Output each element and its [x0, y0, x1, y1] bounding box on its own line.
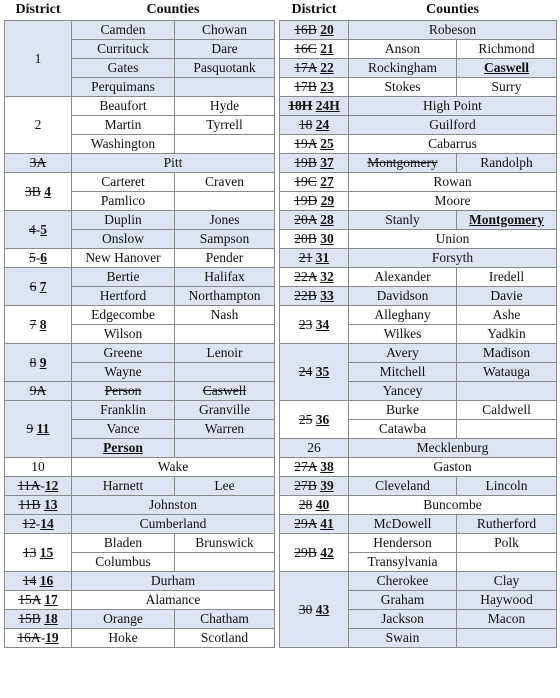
county-cell: Rockingham: [349, 59, 457, 78]
district-cell: 16C 21: [280, 40, 349, 59]
table-row: [280, 21, 557, 40]
table-row: [280, 154, 557, 173]
district-cell: 27A 38: [280, 458, 349, 477]
table-row: [5, 382, 275, 401]
county-cell: Wake: [72, 458, 275, 477]
county-cell: [175, 363, 275, 382]
county-cell: Pamlico: [72, 192, 175, 211]
district-cell: 15B 18: [5, 610, 72, 629]
table-row: [5, 344, 275, 363]
county-cell: Caldwell: [457, 401, 557, 420]
district-table-left: [4, 0, 275, 648]
district-cell: 26: [280, 439, 349, 458]
county-cell: Vance: [72, 420, 175, 439]
table-row: [5, 572, 275, 591]
county-cell: Chowan: [175, 21, 275, 40]
county-cell: Carteret: [72, 173, 175, 192]
table-row: [5, 477, 275, 496]
county-cell: Wayne: [72, 363, 175, 382]
table-row: [280, 116, 557, 135]
county-cell: Durham: [72, 572, 275, 591]
county-cell: Buncombe: [349, 496, 557, 515]
county-cell: Hyde: [175, 97, 275, 116]
county-cell: Bertie: [72, 268, 175, 287]
district-cell: 3B 4: [5, 173, 72, 211]
district-cell: 29B 42: [280, 534, 349, 572]
table-row: [5, 97, 275, 116]
county-cell: Gaston: [349, 458, 557, 477]
table-row: [5, 306, 275, 325]
district-header: District: [15, 2, 61, 17]
district-cell: 8 9: [5, 344, 72, 382]
county-cell: Yadkin: [457, 325, 557, 344]
table-row: [280, 439, 557, 458]
table-row: [280, 458, 557, 477]
district-cell: 17B 23: [280, 78, 349, 97]
table-row: [280, 306, 557, 325]
table-row: [5, 173, 275, 192]
table-row: [280, 344, 557, 363]
table-row: [280, 477, 557, 496]
county-cell: Beaufort: [72, 97, 175, 116]
county-cell: Washington: [72, 135, 175, 154]
county-cell: [457, 420, 557, 439]
county-cell: Jackson: [349, 610, 457, 629]
county-cell: [175, 135, 275, 154]
table-row: [5, 211, 275, 230]
county-cell: [457, 382, 557, 401]
table-row: [5, 534, 275, 553]
county-cell: Craven: [175, 173, 275, 192]
district-cell: 4-5: [5, 211, 72, 249]
county-cell: Guilford: [349, 116, 557, 135]
county-cell: Camden: [72, 21, 175, 40]
district-cell: 3A: [5, 154, 72, 173]
county-cell: [457, 553, 557, 572]
county-cell: McDowell: [349, 515, 457, 534]
district-cell: 18 24: [280, 116, 349, 135]
table-row: [280, 78, 557, 97]
county-cell: Stokes: [349, 78, 457, 97]
county-cell: Hertford: [72, 287, 175, 306]
county-cell: Rowan: [349, 173, 557, 192]
county-cell: New Hanover: [72, 249, 175, 268]
district-table-right: [279, 0, 557, 648]
county-cell: Montgomery: [349, 154, 457, 173]
district-cell: 7 8: [5, 306, 72, 344]
county-cell: Brunswick: [175, 534, 275, 553]
county-cell: Cleveland: [349, 477, 457, 496]
county-cell: Madison: [457, 344, 557, 363]
county-cell: Watauga: [457, 363, 557, 382]
table-row: [280, 192, 557, 211]
county-cell: Cumberland: [72, 515, 275, 534]
district-cell: 23 34: [280, 306, 349, 344]
district-cell: 28 40: [280, 496, 349, 515]
district-cell: 11A-12: [5, 477, 72, 496]
county-cell: Columbus: [72, 553, 175, 572]
table-row: [280, 572, 557, 591]
county-cell: High Point: [349, 97, 557, 116]
county-cell: Pasquotank: [175, 59, 275, 78]
county-cell: Transylvania: [349, 553, 457, 572]
table-row: [5, 21, 275, 40]
district-cell: 12-14: [5, 515, 72, 534]
county-cell: [175, 78, 275, 97]
county-cell: [175, 553, 275, 572]
county-cell: Orange: [72, 610, 175, 629]
county-cell: Alexander: [349, 268, 457, 287]
county-cell: Swain: [349, 629, 457, 648]
counties-header: Counties: [146, 2, 200, 17]
district-cell: 18H 24H: [280, 97, 349, 116]
county-cell: Pitt: [72, 154, 275, 173]
county-cell: Onslow: [72, 230, 175, 249]
table-row: [5, 268, 275, 287]
district-header: District: [291, 2, 337, 17]
table-row: [5, 249, 275, 268]
county-cell: Warren: [175, 420, 275, 439]
county-cell: Randolph: [457, 154, 557, 173]
county-cell: Granville: [175, 401, 275, 420]
county-cell: Chatham: [175, 610, 275, 629]
table-row: [280, 97, 557, 116]
district-cell: 11B 13: [5, 496, 72, 515]
table-row: [280, 287, 557, 306]
county-cell: Haywood: [457, 591, 557, 610]
district-cell: 20B 30: [280, 230, 349, 249]
county-cell: Alamance: [72, 591, 275, 610]
district-cell: 1: [5, 21, 72, 97]
county-cell: Stanly: [349, 211, 457, 230]
county-cell: Greene: [72, 344, 175, 363]
county-cell: Lincoln: [457, 477, 557, 496]
county-cell: Mitchell: [349, 363, 457, 382]
county-cell: Scotland: [175, 629, 275, 648]
county-cell: Person: [72, 439, 175, 458]
county-cell: Halifax: [175, 268, 275, 287]
county-cell: Polk: [457, 534, 557, 553]
county-cell: Duplin: [72, 211, 175, 230]
district-cell: 2: [5, 97, 72, 154]
table-row: [5, 154, 275, 173]
county-cell: Richmond: [457, 40, 557, 59]
table-row: [280, 173, 557, 192]
county-cell: Montgomery: [457, 211, 557, 230]
county-cell: Mecklenburg: [349, 439, 557, 458]
county-cell: Graham: [349, 591, 457, 610]
district-cell: 24 35: [280, 344, 349, 401]
county-cell: Robeson: [349, 21, 557, 40]
table-row: [280, 401, 557, 420]
county-cell: Henderson: [349, 534, 457, 553]
county-cell: Caswell: [457, 59, 557, 78]
table-row: [280, 496, 557, 515]
district-cell: 19A 25: [280, 135, 349, 154]
county-cell: Forsyth: [349, 249, 557, 268]
county-cell: Wilkes: [349, 325, 457, 344]
county-cell: [175, 192, 275, 211]
county-cell: Catawba: [349, 420, 457, 439]
county-cell: Davie: [457, 287, 557, 306]
district-cell: 19C 27: [280, 173, 349, 192]
county-cell: Nash: [175, 306, 275, 325]
table-row: [5, 610, 275, 629]
county-cell: Northampton: [175, 287, 275, 306]
county-cell: Hoke: [72, 629, 175, 648]
county-cell: Pender: [175, 249, 275, 268]
table-row: [5, 629, 275, 648]
district-cell: 6 7: [5, 268, 72, 306]
district-cell: 22A 32: [280, 268, 349, 287]
county-cell: Yancey: [349, 382, 457, 401]
table-row: [280, 135, 557, 154]
county-cell: Macon: [457, 610, 557, 629]
county-cell: Cherokee: [349, 572, 457, 591]
county-cell: Harnett: [72, 477, 175, 496]
table-row: [280, 534, 557, 553]
county-cell: Anson: [349, 40, 457, 59]
district-cell: 17A 22: [280, 59, 349, 78]
county-cell: Tyrrell: [175, 116, 275, 135]
counties-header: Counties: [426, 2, 479, 17]
table-row: [280, 268, 557, 287]
county-cell: Ashe: [457, 306, 557, 325]
county-cell: Surry: [457, 78, 557, 97]
table-row: [5, 496, 275, 515]
district-cell: 16A-19: [5, 629, 72, 648]
district-cell: 15A 17: [5, 591, 72, 610]
county-cell: Caswell: [175, 382, 275, 401]
county-cell: Perquimans: [72, 78, 175, 97]
county-cell: Bladen: [72, 534, 175, 553]
county-cell: Gates: [72, 59, 175, 78]
county-cell: Burke: [349, 401, 457, 420]
district-cell: 30 43: [280, 572, 349, 648]
district-cell: 16B 20: [280, 21, 349, 40]
county-cell: Jones: [175, 211, 275, 230]
county-cell: Moore: [349, 192, 557, 211]
district-cell: 9 11: [5, 401, 72, 458]
table-row: [280, 211, 557, 230]
district-cell: 25 36: [280, 401, 349, 439]
table-row: [280, 59, 557, 78]
county-cell: Martin: [72, 116, 175, 135]
county-cell: Dare: [175, 40, 275, 59]
county-cell: Currituck: [72, 40, 175, 59]
table-row: [5, 591, 275, 610]
table-row: [280, 230, 557, 249]
table-row: [5, 515, 275, 534]
district-cell: 5-6: [5, 249, 72, 268]
county-cell: Person: [72, 382, 175, 401]
district-cell: 19B 37: [280, 154, 349, 173]
district-cell: 20A 28: [280, 211, 349, 230]
district-cell: 9A: [5, 382, 72, 401]
district-cell: 29A 41: [280, 515, 349, 534]
district-cell: 10: [5, 458, 72, 477]
county-cell: [175, 439, 275, 458]
county-cell: [457, 629, 557, 648]
district-cell: 14 16: [5, 572, 72, 591]
county-cell: Edgecombe: [72, 306, 175, 325]
county-cell: [175, 325, 275, 344]
county-cell: Lee: [175, 477, 275, 496]
table-row: [5, 458, 275, 477]
county-cell: Lenoir: [175, 344, 275, 363]
district-cell: 13 15: [5, 534, 72, 572]
county-cell: Johnston: [72, 496, 275, 515]
county-cell: Iredell: [457, 268, 557, 287]
district-cell: 27B 39: [280, 477, 349, 496]
county-cell: Union: [349, 230, 557, 249]
county-cell: Cabarrus: [349, 135, 557, 154]
district-cell: 22B 33: [280, 287, 349, 306]
table-row: [280, 40, 557, 59]
county-cell: Rutherford: [457, 515, 557, 534]
county-cell: Wilson: [72, 325, 175, 344]
county-cell: Davidson: [349, 287, 457, 306]
table-row: [5, 401, 275, 420]
county-cell: Avery: [349, 344, 457, 363]
table-row: [280, 249, 557, 268]
county-cell: Sampson: [175, 230, 275, 249]
district-cell: 21 31: [280, 249, 349, 268]
county-cell: Alleghany: [349, 306, 457, 325]
county-cell: Clay: [457, 572, 557, 591]
county-cell: Franklin: [72, 401, 175, 420]
district-cell: 19D 29: [280, 192, 349, 211]
table-row: [280, 515, 557, 534]
